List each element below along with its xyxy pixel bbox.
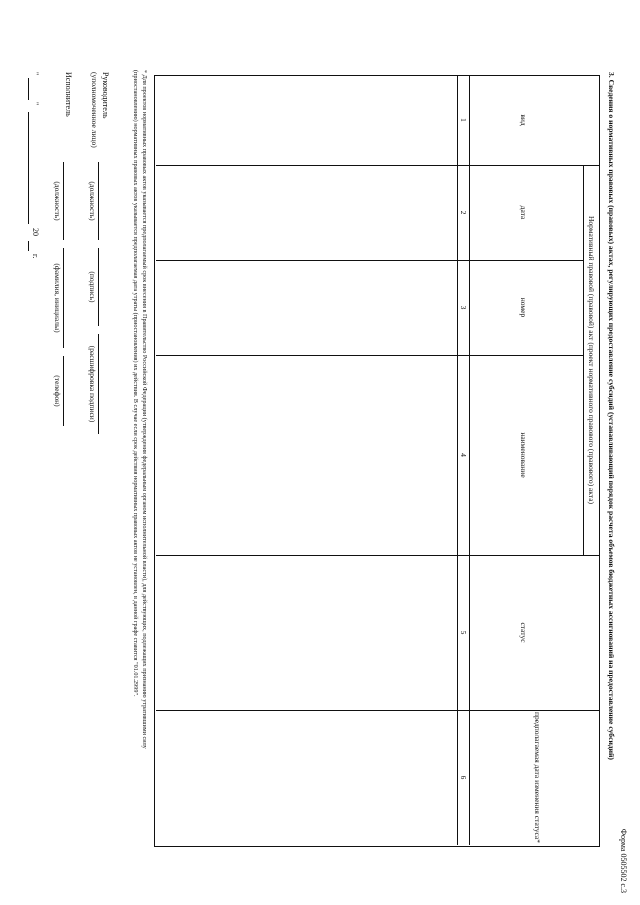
- footnote-line-2: (приостановлению) нормативных правовых актов указывается предполагаемая дата утраты (приостановления) их действия. В случае если срок действия нормативных правовых актов не установлен, в данной графе ставится "01.01.2999".: [132, 70, 139, 697]
- col-header-change-date: предполагаемая дата изменения статуса*: [533, 711, 542, 844]
- date-year-prefix: 20: [31, 228, 40, 236]
- col-num-6: 6: [459, 775, 468, 780]
- number-row-bottom: [457, 75, 458, 845]
- head-decoding-line[interactable]: [98, 334, 99, 434]
- date-month-line[interactable]: [28, 112, 29, 224]
- executor-phone-caption: (телефон): [53, 375, 62, 407]
- col-num-1: 1: [459, 118, 468, 122]
- executor-phone-line[interactable]: [63, 356, 64, 426]
- head-position-line[interactable]: [98, 162, 99, 240]
- col-header-type: вид: [519, 114, 528, 126]
- col-num-3: 3: [459, 305, 468, 310]
- col-num-5: 5: [459, 630, 468, 635]
- executor-name-line[interactable]: [63, 248, 64, 348]
- executor-name-caption: (фамилия, инициалы): [53, 263, 62, 333]
- executor-label: Исполнитель: [64, 72, 73, 117]
- date-quote-open: ": [31, 72, 40, 76]
- number-row-top: [469, 75, 470, 845]
- head-label: Руководитель: [101, 72, 110, 119]
- executor-position-caption: (должность): [53, 181, 62, 221]
- col-header-number: номер: [519, 297, 528, 318]
- head-sublabel: (уполномоченное лицо): [90, 72, 99, 148]
- col-num-2: 2: [459, 210, 468, 215]
- head-signature-line[interactable]: [98, 248, 99, 326]
- footnote-line-1: * Для проектов нормативных правовых актов указывается предполагаемый срок внесения в Правительство Российской Федерации (утверждения федеральным органом исполнительной власти), для действующих, подлежащих признанию утратившими силу: [141, 70, 148, 749]
- date-day-line[interactable]: [28, 78, 29, 100]
- group-header: Нормативный правовой (правовой) акт (проект нормативного правового (правового) акта): [587, 215, 596, 505]
- col-sep: [156, 555, 600, 556]
- col-header-status: статус: [519, 622, 528, 643]
- col-header-date: дата: [519, 205, 528, 220]
- group-header-rule: [583, 165, 584, 555]
- col-num-4: 4: [459, 453, 468, 457]
- head-decoding-caption: (расшифровка подписи): [88, 345, 97, 423]
- date-quote-close: ": [31, 102, 40, 106]
- executor-position-line[interactable]: [63, 162, 64, 240]
- date-year-suffix: г.: [31, 254, 40, 259]
- section-title: 3. Сведения о нормативных правовых (правовых) актах, регулирующих предоставление субсидий (устанавливающий порядок расчета объемов бюджетных ассигнований на предоставление субсидий): [607, 72, 616, 760]
- col-sep: [156, 165, 600, 166]
- date-year-line[interactable]: [28, 241, 29, 251]
- col-header-name: наименование: [519, 432, 528, 478]
- head-position-caption: (должность): [88, 181, 97, 221]
- form-code: Форма 0505502 с.3: [619, 828, 628, 893]
- head-signature-caption: (подпись): [88, 271, 97, 303]
